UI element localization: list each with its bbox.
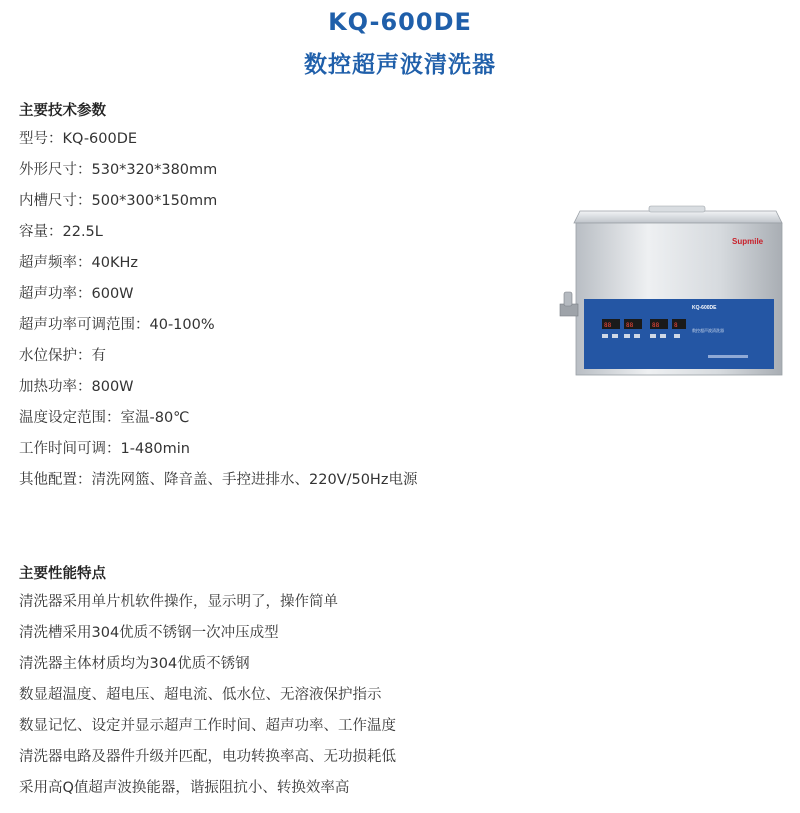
feature-item: 清洗器采用单片机软件操作，显示明了，操作简单 [19, 594, 338, 610]
ultrasonic-cleaner-illustration [554, 203, 789, 383]
spec-item: 型号：KQ-600DE [19, 131, 138, 147]
svg-text:88: 88 [652, 322, 660, 329]
spec-item: 加热功率：800W [19, 379, 134, 395]
spec-item: 工作时间可调：1-480min [19, 441, 190, 457]
spec-item: 内槽尺寸：500*300*150mm [19, 193, 218, 209]
feature-item: 数显记忆、设定并显示超声工作时间、超声功率、工作温度 [19, 718, 396, 734]
spec-item: 外形尺寸：530*320*380mm [19, 162, 218, 178]
feature-item: 采用高Q值超声波换能器，谐振阻抗小、转换效率高 [19, 780, 350, 796]
spec-item: 超声频率：40KHz [19, 255, 138, 271]
svg-text:88: 88 [604, 322, 612, 329]
specs-heading: 主要技术参数 [19, 103, 106, 119]
product-name-title: 数控超声波清洗器 [304, 52, 496, 78]
spec-item: 超声功率：600W [19, 286, 134, 302]
spec-item: 水位保护：有 [19, 348, 106, 364]
svg-text:88: 88 [626, 322, 634, 329]
feature-item: 数显超温度、超电压、超电流、低水位、无溶液保护指示 [19, 687, 382, 703]
spec-item: 其他配置：清洗网篮、降音盖、手控进排水、220V/50Hz电源 [19, 472, 418, 488]
panel-footer-text [708, 355, 748, 358]
panel-name-label: 数控超声波清洗器 [692, 328, 724, 333]
panel-model-label: KQ-600DE [692, 305, 717, 311]
feature-item: 清洗器电路及器件升级并匹配，电功转换率高、无功损耗低 [19, 749, 396, 765]
spec-item: 温度设定范围：室温-80℃ [19, 410, 190, 426]
features-list [19, 587, 396, 804]
product-image [554, 203, 789, 383]
feature-item: 清洗器主体材质均为304优质不锈钢 [19, 656, 250, 672]
feature-item: 清洗槽采用304优质不锈钢一次冲压成型 [19, 625, 279, 641]
spec-item: 容量：22.5L [19, 224, 103, 240]
product-model-title: KQ-600DE [328, 8, 472, 36]
features-heading: 主要性能特点 [19, 566, 106, 582]
specs-list [19, 124, 417, 496]
brand-logo: Supmile [732, 237, 764, 246]
svg-text:8: 8 [674, 322, 678, 329]
spec-item: 超声功率可调范围：40-100% [19, 317, 215, 333]
